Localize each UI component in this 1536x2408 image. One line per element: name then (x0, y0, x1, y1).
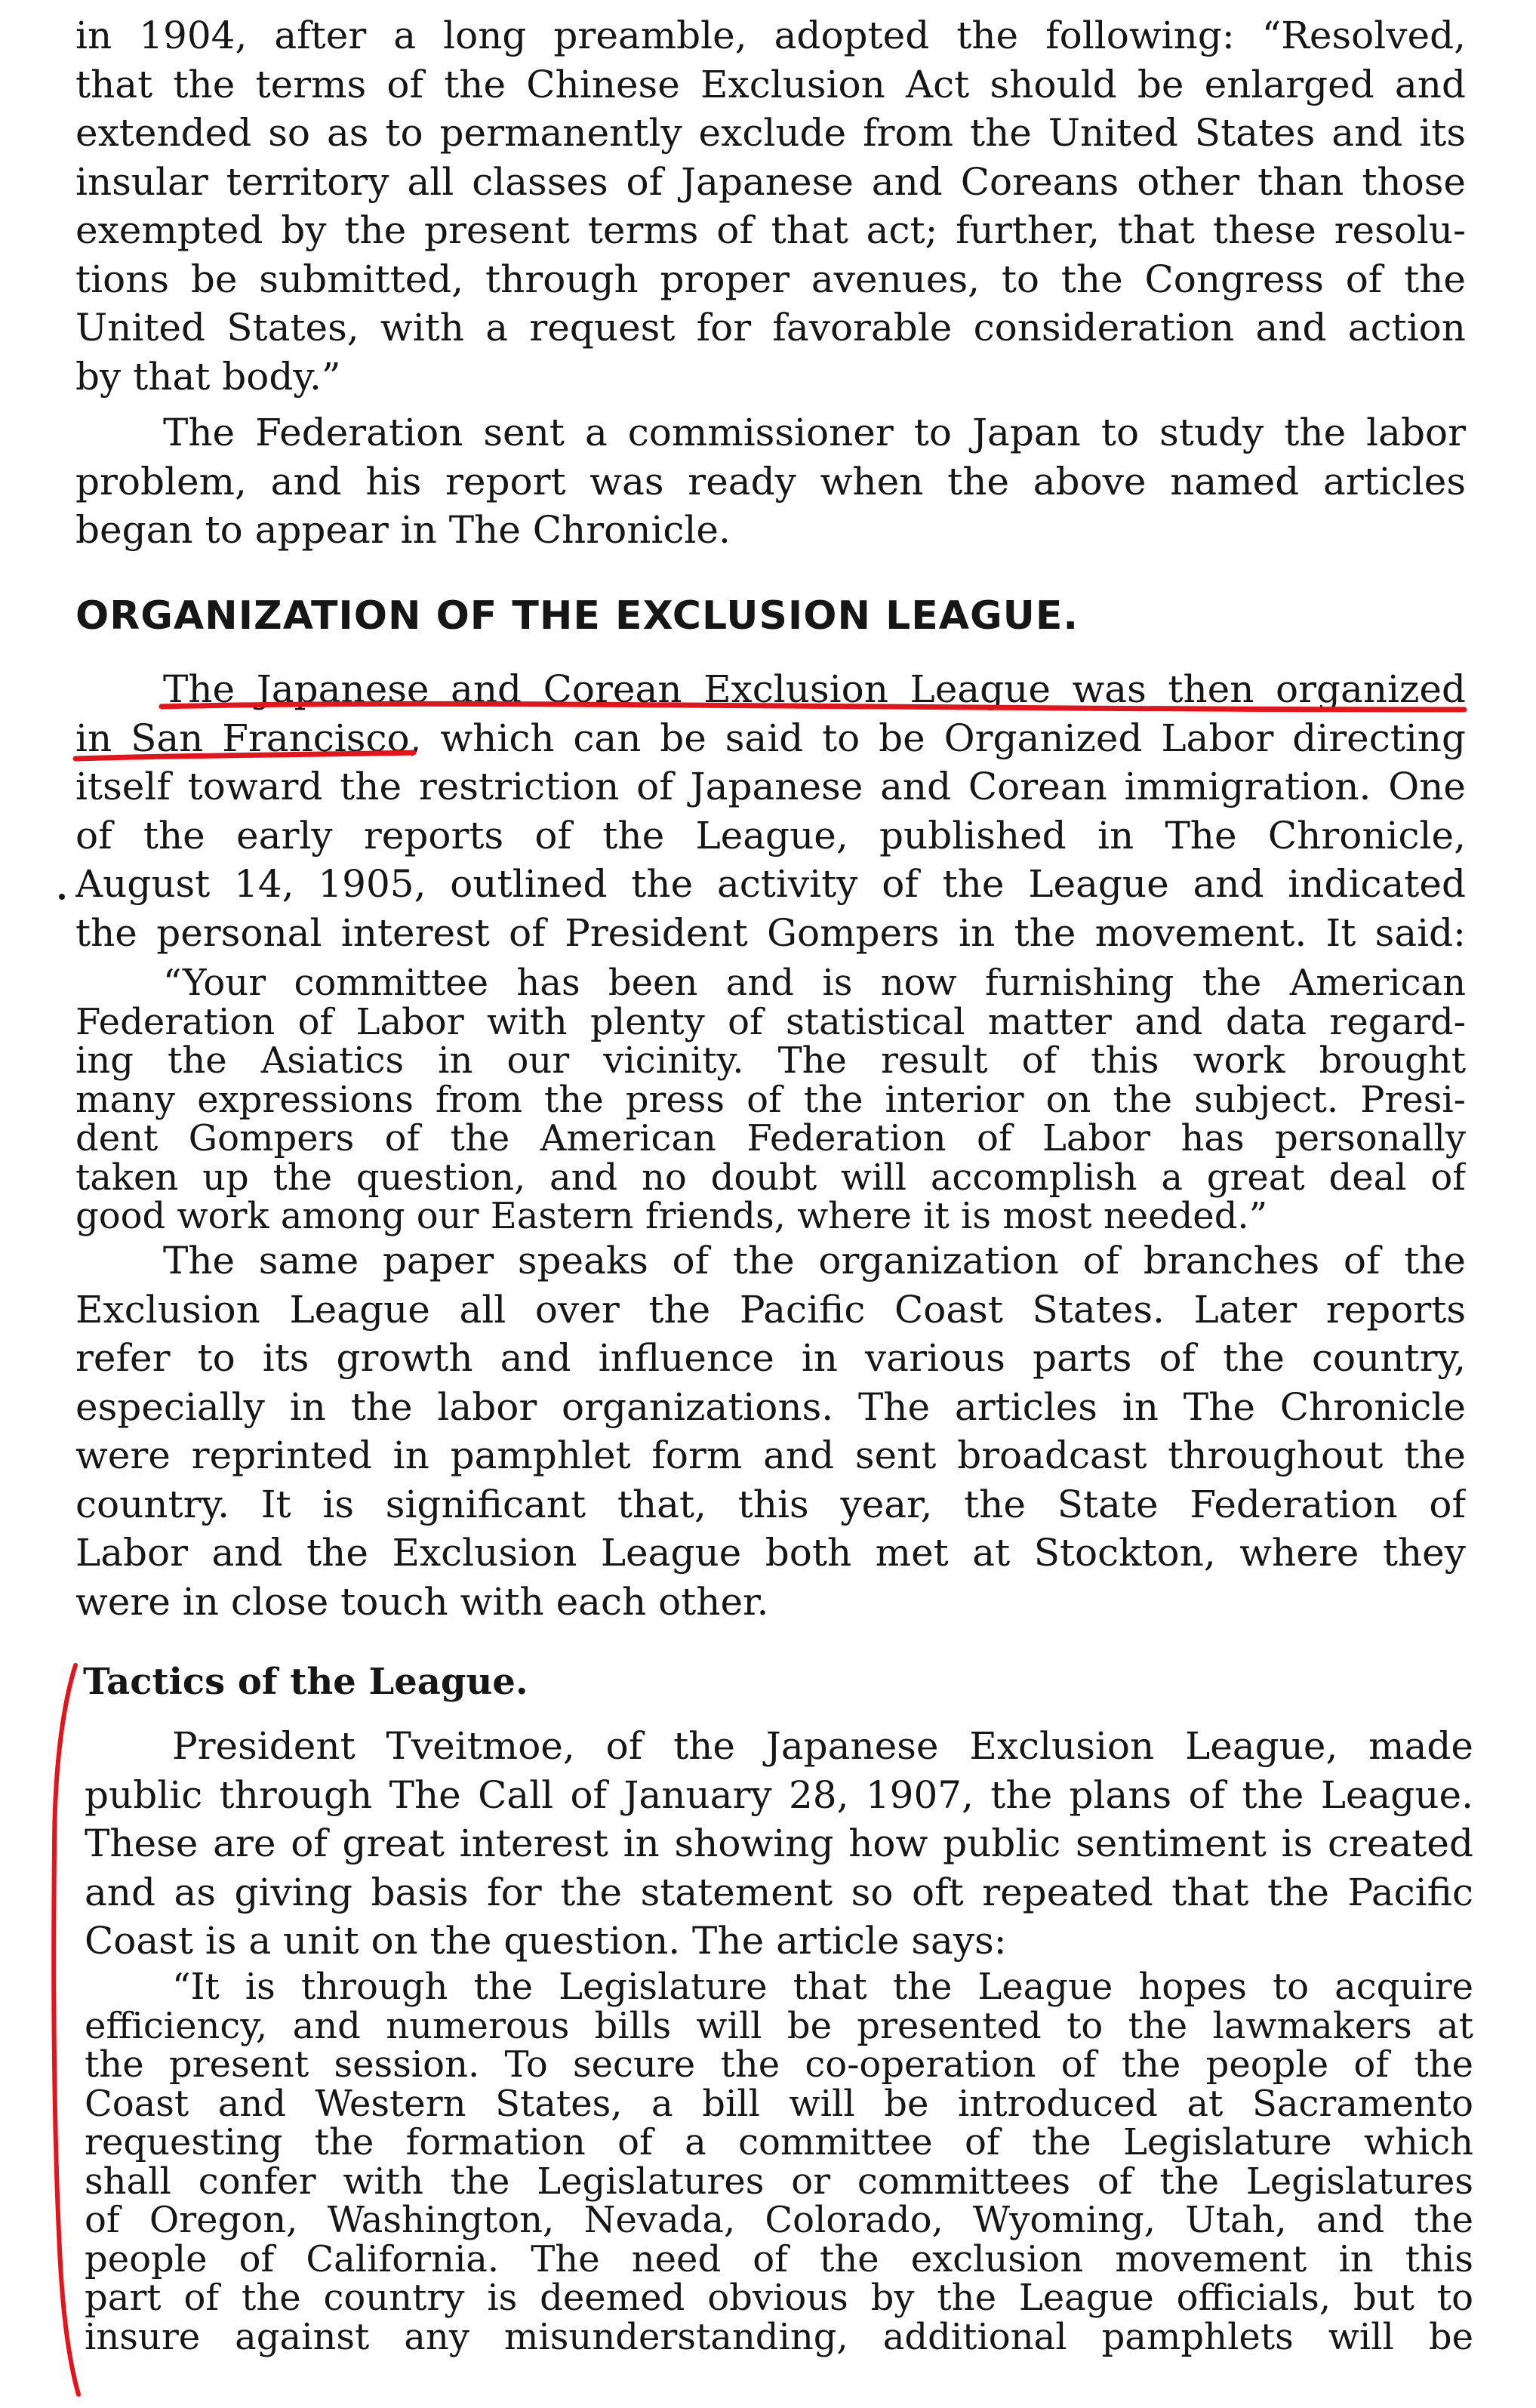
text-line: exempted by the present terms of that act; further, that these resolu- (75, 211, 1466, 252)
text-block-tveitmoe (85, 1727, 1473, 1971)
quote-line: people of California. The need of the exclusion movement in this (85, 2240, 1473, 2280)
text-line: Labor and the Exclusion League both met at Stockton, where they (75, 1534, 1466, 1575)
quote-line: efficiency, and numerous bills will be presented to the lawmakers at (85, 2007, 1473, 2046)
quote-line: insure against any misunderstanding, additional pamphlets will be (85, 2318, 1473, 2357)
quote-block-legislature (85, 1969, 1473, 2357)
quote-line: the present session. To secure the co-operation of the people of the (85, 2046, 1473, 2086)
quote-line: dent Gompers of the American Federation of Labor has personally (75, 1120, 1466, 1159)
text-line: tions be submitted, through proper avenues, to the Congress of the (75, 260, 1466, 301)
quote-block-committee (75, 965, 1466, 1237)
text-line: in 1904, after a long preamble, adopted the following: “Resolved, (75, 17, 1466, 57)
text-block-league-organized (75, 670, 1466, 962)
text-line: Coast is a unit on the question. The article says: (85, 1922, 1007, 1963)
text-line: that the terms of the Chinese Exclusion Act should be enlarged and (75, 65, 1466, 106)
text-line: were reprinted in pamphlet form and sent broadcast throughout the (75, 1436, 1466, 1477)
text-block-federation-commissioner (75, 414, 1466, 560)
text-line: refer to its growth and influence in various parts of the country, (75, 1339, 1466, 1380)
text-line: extended so as to permanently exclude from the United States and its (75, 114, 1466, 155)
text-line: problem, and his report was ready when the above named articles (75, 462, 1466, 503)
text-line: especially in the labor organizations. The articles in The Chronicle (75, 1387, 1466, 1429)
text-line: public through The Call of January 28, 1907, the plans of the League. (85, 1775, 1473, 1817)
quote-line: of Oregon, Washington, Nevada, Colorado, Wyoming, Utah, and the (85, 2202, 1473, 2241)
text-line: itself toward the restriction of Japanese and Corean immigration. One (75, 768, 1466, 808)
text-line: began to appear in The Chronicle. (75, 511, 731, 552)
section-heading-organization: ORGANIZATION OF THE EXCLUSION LEAGUE. (75, 593, 1079, 639)
text-line: President Tveitmoe, of the Japanese Exclusion League, made (172, 1727, 1473, 1768)
text-line: August 14, 1905, outlined the activity of the League and indicated (75, 865, 1466, 906)
quote-line: “Your committee has been and is now furnishing the American (163, 965, 1466, 1004)
text-line-partly-underlined: in San Francisco, which can be said to be Organized Labor directing (75, 719, 1466, 760)
red-margin-line-tactics (54, 1665, 78, 2394)
quote-line: shall confer with the Legislatures or committees of the Legislatures (85, 2163, 1473, 2202)
text-line: insular territory all classes of Japanese and Coreans other than those (75, 162, 1466, 204)
text-line: country. It is significant that, this year, the State Federation of (75, 1485, 1466, 1526)
text-block-resolution (75, 17, 1466, 406)
quote-line: “It is through the Legislature that the League hopes to acquire (172, 1969, 1473, 2008)
text-line: These are of great interest in showing how public sentiment is created (85, 1824, 1473, 1865)
text-line-underlined: The Japanese and Corean Exclusion League was then organized (163, 670, 1466, 711)
quote-line: ing the Asiatics in our vicinity. The result of this work brought (75, 1042, 1466, 1082)
quote-line: part of the country is deemed obvious by the League officials, but to (85, 2280, 1473, 2319)
section-heading-tactics: Tactics of the League. (83, 1661, 528, 1703)
text-line: were in close touch with each other. (75, 1582, 769, 1624)
text-line: the personal interest of President Gompers in the movement. It said: (75, 913, 1466, 955)
quote-line: taken up the question, and no doubt will accomplish a great deal of (75, 1159, 1466, 1198)
quote-line: many expressions from the press of the interior on the subject. Presi- (75, 1081, 1466, 1120)
margin-dot-mark (59, 894, 65, 900)
quote-line: good work among our Eastern friends, where it is most needed.” (75, 1198, 1268, 1237)
text-line: United States, with a request for favorable consideration and action (75, 309, 1466, 349)
quote-line: Coast and Western States, a bill will be introduced at Sacramento (85, 2085, 1473, 2124)
text-line: The same paper speaks of the organization of branches of the (163, 1242, 1466, 1283)
text-line: Exclusion League all over the Pacific Coast States. Later reports (75, 1290, 1466, 1332)
text-line: and as giving basis for the statement so oft repeated that the Pacific (85, 1873, 1473, 1914)
text-line: of the early reports of the League, published in The Chronicle, (75, 816, 1466, 858)
quote-line: Federation of Labor with plenty of statistical matter and data regard- (75, 1003, 1466, 1042)
quote-line: requesting the formation of a committee of the Legislature which (85, 2124, 1473, 2163)
text-line: by that body.” (75, 357, 341, 399)
text-block-branches (75, 1242, 1466, 1631)
text-line: The Federation sent a commissioner to Japan to study the labor (163, 414, 1466, 454)
